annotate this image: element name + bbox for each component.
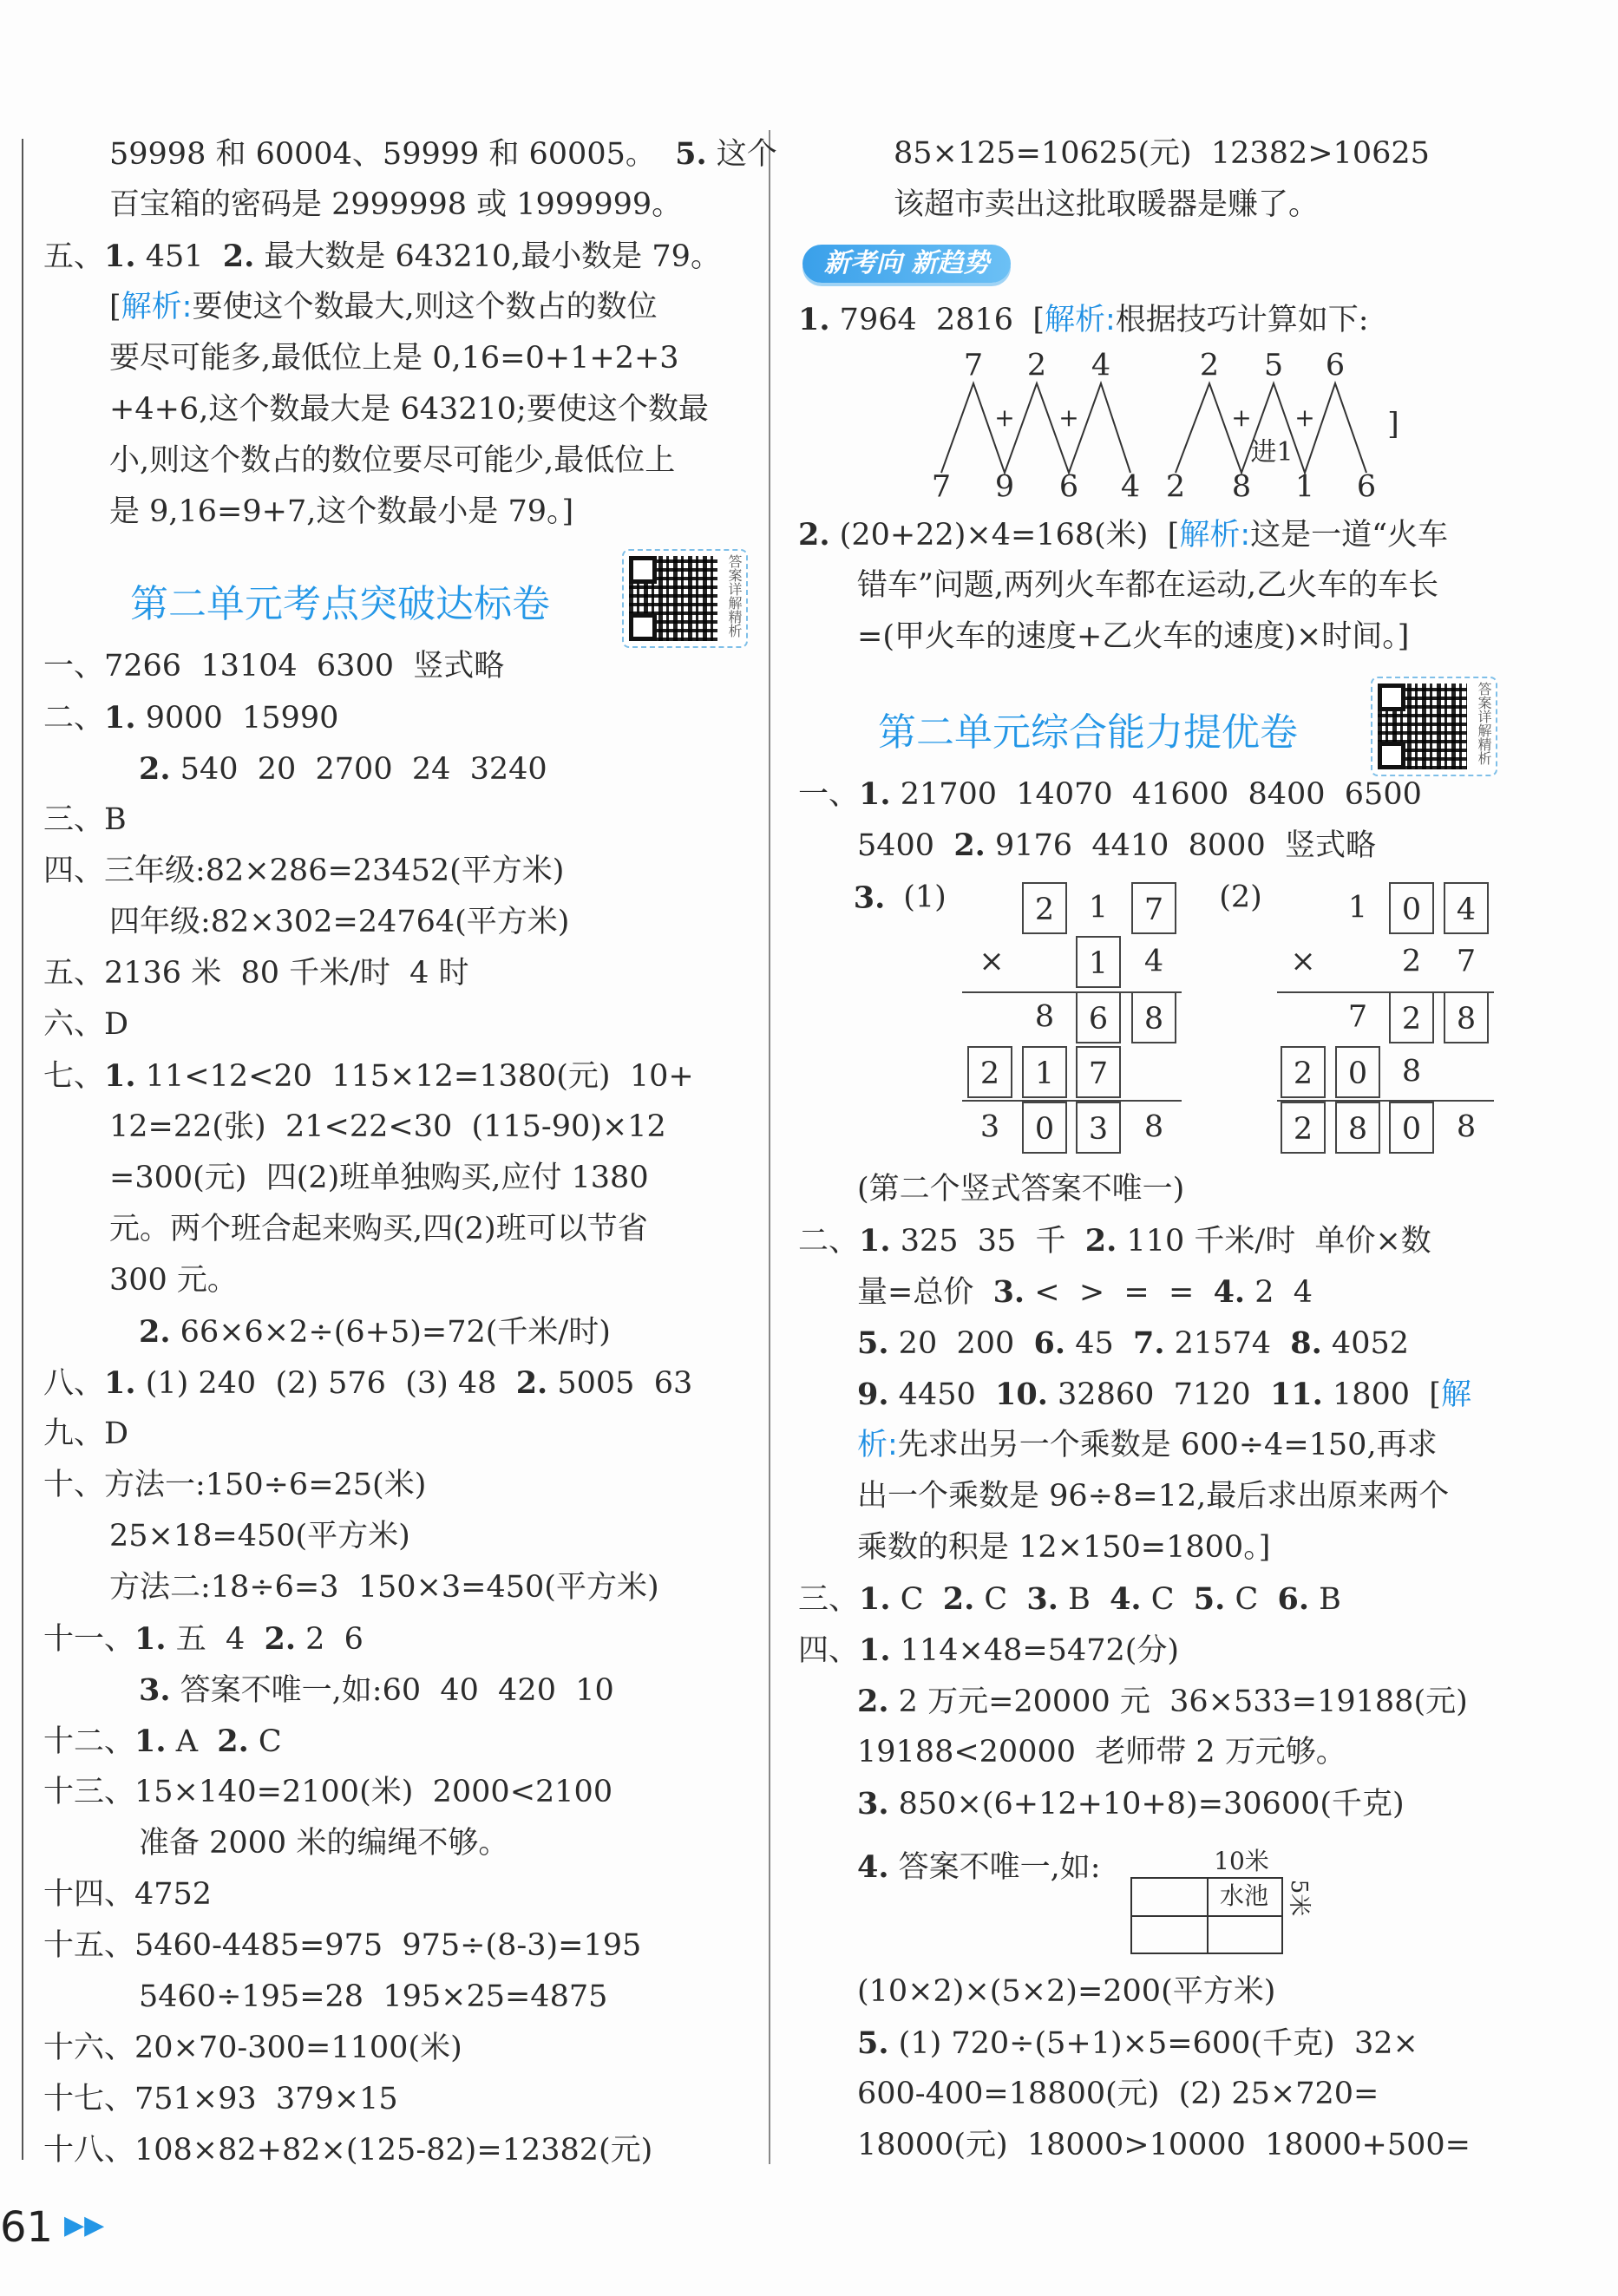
answer-text: 十二、: [43, 1724, 135, 1759]
item-number: 2.: [264, 1621, 297, 1657]
right-final-answers: [0, 1966, 1471, 2171]
answer-text: 十八、108×82+82×(125-82)=12382(元): [43, 2133, 653, 2168]
answer-text: 9176 4410 8000 竖式略: [985, 828, 1376, 863]
answer-text: 先求出另一个乘数是 600÷4=150,再求: [897, 1428, 1438, 1462]
item-number: 3.: [139, 1672, 171, 1708]
answer-text: 百宝箱的密码是 2999998 或 1999999。: [109, 187, 683, 222]
item-number: 6.: [1277, 1581, 1310, 1617]
digit-box: 0: [1389, 1102, 1434, 1154]
answer-text: 110 千米/时 单价×数: [1117, 1224, 1431, 1259]
sub-label-2: (2): [1219, 880, 1262, 915]
answer-text: 八、: [43, 1366, 105, 1401]
digit-box: 8: [1131, 991, 1176, 1043]
answer-text: +4+6,这个数最大是 643210;要使这个数最: [109, 392, 709, 427]
item-number: 7.: [1132, 1325, 1165, 1361]
answer-line: [857, 1778, 1490, 1829]
diagram-top-digit: 7: [963, 348, 984, 383]
answer-text: 5400: [857, 828, 954, 863]
diagram-bottom-digit: 6: [1058, 469, 1079, 505]
answer-line: [798, 1215, 1431, 1266]
item-number: 1.: [104, 700, 136, 736]
diagram-carry-label: 进1: [1250, 437, 1294, 468]
rule-line: [962, 1100, 1182, 1102]
answer-text: 根据技巧计算如下:: [1115, 303, 1369, 337]
item-number: 4.: [1213, 1274, 1246, 1310]
diagram-close-bracket: ]: [1387, 407, 1399, 442]
item-number: 8.: [1290, 1325, 1322, 1361]
item-number: 1.: [798, 302, 830, 337]
item-number: 2.: [139, 751, 171, 787]
answer-text: 20 200: [888, 1326, 1034, 1361]
item-number: 1.: [859, 1632, 891, 1668]
answer-line: [857, 2018, 1471, 2069]
diagram-plus: +: [994, 403, 1015, 432]
diagram-top-digit: 6: [1325, 348, 1346, 383]
item-number: 2.: [217, 1724, 249, 1759]
rect-height-label: 5米: [1286, 1879, 1312, 1917]
new-trend-badge: 新考向 新趋势: [802, 245, 1011, 283]
item-number: 6.: [1033, 1325, 1066, 1361]
section-heading-unit2-breakthrough: 第二单元考点突破达标卷: [130, 582, 550, 626]
answer-line: [857, 560, 1507, 612]
answer-line: [857, 2120, 1471, 2171]
answer-text: (20+22)×4=168(米) [: [829, 518, 1180, 553]
rect-horizontal-divider: [1132, 1915, 1281, 1917]
answer-text: 5460÷195=28 195×25=4875: [139, 1979, 608, 2014]
diagram-bottom-digit: 2: [1165, 469, 1186, 505]
analysis-label: 解析:: [1044, 303, 1116, 337]
answer-text: =(甲火车的速度+乙火车的速度)×时间。]: [857, 619, 1410, 654]
next-page-arrows-icon: ▶▶: [64, 2210, 105, 2240]
item-number: 2.: [139, 1314, 171, 1350]
answer-text: 七、: [43, 1059, 105, 1094]
answer-text: 4052: [1321, 1326, 1409, 1361]
answer-text: 66×6×2÷(6+5)=72(千米/时): [170, 1315, 611, 1350]
digit-box: 2: [967, 1046, 1012, 1098]
answer-text: 量=总价: [857, 1275, 993, 1310]
answer-text: 六、D: [43, 1007, 129, 1042]
item-number: 2.: [1084, 1223, 1117, 1259]
answer-text: 乘数的积是 12×150=1800。]: [857, 1530, 1271, 1565]
answer-text: 要使这个数最大,则这个数占的数位: [192, 290, 658, 324]
answer-text: (第二个竖式答案不唯一): [857, 1172, 1185, 1207]
times-sign: ×: [979, 944, 1005, 979]
answer-line: [43, 948, 694, 999]
digit-box: 4: [1444, 882, 1489, 934]
answer-text: 4450: [888, 1377, 995, 1412]
answer-line: [857, 1841, 1101, 1893]
answer-text: 这个: [706, 137, 777, 172]
diagram-bottom-digit: 6: [1356, 469, 1377, 505]
digit-box: 0: [1389, 882, 1434, 934]
answer-text: 五、2136 米 80 千米/时 4 时: [43, 956, 469, 991]
answer-text: 四、: [798, 1633, 860, 1668]
digit-box: 2: [1281, 1102, 1326, 1154]
item-number: 1.: [104, 1365, 136, 1401]
qr-code-right[interactable]: [1371, 677, 1497, 776]
digit-box: 0: [1335, 1046, 1380, 1098]
diagram-plus: +: [1058, 403, 1079, 432]
digit: 7: [1347, 999, 1368, 1035]
diagram-bottom-digit: 9: [994, 469, 1015, 505]
digit-box: 8: [1444, 991, 1489, 1043]
answer-text: 5005 63: [547, 1366, 693, 1401]
answer-text: 2 6: [296, 1622, 364, 1657]
answer-text: 五 4: [166, 1622, 265, 1657]
digit-box: 2: [1281, 1046, 1326, 1098]
diagram-top-digit: 2: [1026, 348, 1047, 383]
answer-text: 小,则这个数占的数位要尽可能少,最低位上: [109, 443, 676, 478]
item-number: 2.: [857, 1684, 889, 1719]
answer-line: [43, 692, 694, 743]
answer-text: 十七、751×93 379×15: [43, 2082, 398, 2116]
answer-text: 二、: [798, 1224, 860, 1259]
answer-line: [857, 1522, 1490, 1573]
item-number: 4.: [857, 1849, 889, 1885]
answer-text: 45: [1065, 1326, 1133, 1361]
answer-text: 三、: [798, 1582, 860, 1617]
analysis-label: 解析:: [1179, 518, 1251, 553]
answer-text: [: [109, 290, 121, 324]
times-sign: ×: [1290, 944, 1316, 979]
digit-box: 3: [1076, 1102, 1121, 1154]
digit-box: 8: [1335, 1102, 1380, 1154]
diagram-bottom-digit: 4: [1120, 469, 1141, 505]
answer-text: 五、: [43, 239, 105, 274]
answer-text: 三、B: [43, 802, 127, 837]
item-number: 1.: [104, 1058, 136, 1094]
qr-caption: 答案详解精析: [726, 554, 743, 638]
answer-text: 32860 7120: [1047, 1377, 1270, 1412]
digit-box: 1: [1022, 1046, 1067, 1098]
answer-text: 九、D: [43, 1416, 129, 1451]
item-number: 2.: [222, 239, 255, 274]
answer-text: C: [890, 1582, 943, 1617]
answer-text: B: [1309, 1582, 1341, 1617]
digit: 4: [1143, 944, 1164, 979]
digit: 3: [979, 1109, 1000, 1145]
diagram-plus: +: [1231, 403, 1252, 432]
answer-text: 2 4: [1245, 1275, 1313, 1310]
item-number: 1.: [104, 239, 136, 274]
digit: 8: [1456, 1109, 1477, 1145]
digit: 2: [1401, 944, 1422, 979]
answer-line: [798, 1573, 1431, 1625]
answer-text: 四年级:82×302=24764(平方米): [109, 905, 570, 939]
answer-line: [109, 897, 760, 948]
answer-text: 25×18=450(平方米): [109, 1519, 410, 1554]
answer-line: [857, 612, 1507, 663]
answer-text: 59998 和 60004、59999 和 60005。: [109, 137, 676, 172]
section-heading-unit2-comprehensive: 第二单元综合能力提优卷: [878, 710, 1298, 755]
qr-code-icon: [1378, 684, 1467, 769]
answer-line: [857, 1420, 1490, 1471]
answer-text: 540 20 2700 24 3240: [170, 752, 547, 787]
digit: 8: [1143, 1109, 1164, 1145]
answer-text: B: [1058, 1582, 1110, 1617]
answer-text: 850×(6+12+10+8)=30600(千克): [888, 1787, 1405, 1822]
answer-text: (10×2)×(5×2)=200(平方米): [857, 1974, 1276, 2009]
answer-text: 二、: [43, 701, 105, 736]
diagram-top-digit: 5: [1263, 348, 1284, 383]
item-number: 4.: [1110, 1581, 1142, 1617]
answer-text: 一、: [798, 777, 860, 812]
answer-text: 114×48=5472(分): [890, 1633, 1180, 1668]
rect-width-label: 10米: [1214, 1847, 1269, 1875]
right-part1-answers: [0, 769, 1422, 871]
answer-line: [857, 1318, 1490, 1369]
item-number: 3.: [857, 1786, 889, 1822]
answer-text: 十四、4752: [43, 1877, 213, 1912]
digit: 7: [1456, 944, 1477, 979]
item-number: 5.: [675, 136, 707, 172]
answer-text: 12=22(张) 21<22<30 (115-90)×12: [109, 1109, 666, 1144]
item-number: 2.: [953, 827, 986, 863]
diagram-bottom-digit: 1: [1294, 469, 1315, 505]
diagram-top-digit: 2: [1199, 348, 1220, 383]
item-number: 5.: [1193, 1581, 1226, 1617]
item-number: 1.: [859, 776, 891, 812]
digit-box: 7: [1131, 882, 1176, 934]
diagram-bottom-digit: 8: [1231, 469, 1252, 505]
answer-line: [43, 1920, 694, 1972]
item-number: 2.: [515, 1365, 548, 1401]
answer-text: < > = =: [1025, 1275, 1214, 1310]
digit-box: 2: [1022, 882, 1067, 934]
answer-line: [857, 2069, 1471, 2120]
item-number: 10.: [995, 1377, 1048, 1412]
answer-text: 325 35 千: [890, 1224, 1085, 1259]
item-number: 2.: [798, 517, 830, 553]
answer-text: 元。两个班合起来购买,四(2)班可以节省: [109, 1212, 648, 1246]
answer-line: [857, 1369, 1490, 1420]
answer-line: [857, 1471, 1490, 1522]
answer-text: 最大数是 643210,最小数是 79。: [254, 239, 721, 274]
answer-text: 十六、20×70-300=1100(米): [43, 2031, 462, 2065]
answer-line: [109, 1102, 760, 1153]
right-part2-4-answers: [0, 1164, 1471, 1829]
analysis-label: 析:: [857, 1428, 898, 1462]
zigzag-left: [941, 383, 1130, 473]
diagram-top-digit: 4: [1091, 348, 1111, 383]
answer-line: [43, 1050, 694, 1102]
item-number: 9.: [857, 1377, 889, 1412]
answer-text: 十五、5460-4485=975 975÷(8-3)=195: [43, 1928, 642, 1963]
answer-text: 十三、15×140=2100(米) 2000<2100: [43, 1775, 613, 1809]
digit-box: 2: [1389, 991, 1434, 1043]
answer-text: 这是一道“火车: [1250, 518, 1449, 553]
answer-text: C: [1141, 1582, 1194, 1617]
answer-text: 答案不唯一,如:60 40 420 10: [170, 1673, 614, 1708]
item-number: 1.: [134, 1724, 167, 1759]
answer-text: 答案不唯一,如:: [888, 1850, 1101, 1885]
analysis-label: 解析:: [121, 290, 193, 324]
answer-text: C: [974, 1582, 1027, 1617]
item-number: 2.: [942, 1581, 975, 1617]
item-number: 5.: [857, 1325, 889, 1361]
answer-text: 9000 15990: [135, 701, 339, 736]
answer-text: 85×125=10625(元) 12382>10625: [894, 136, 1430, 171]
answer-text: 19188<20000 老师带 2 万元够。: [857, 1735, 1346, 1769]
digit: 1: [1347, 890, 1368, 926]
answer-text: 7964 2816 [: [829, 303, 1045, 337]
answer-text: 十、方法一:150÷6=25(米): [43, 1468, 427, 1502]
answer-text: 21574: [1164, 1326, 1291, 1361]
answer-line: [857, 820, 1481, 871]
answer-text: 21700 14070 41600 8400 6500: [890, 777, 1422, 812]
answer-text: 一、7266 13104 6300 竖式略: [43, 649, 505, 684]
sub-label-1: (1): [903, 880, 947, 915]
answer-text: 方法二:18÷6=3 150×3=450(平方米): [109, 1570, 659, 1605]
answer-text: =300(元) 四(2)班单独购买,应付 1380: [109, 1161, 649, 1195]
question-number: 3.: [853, 880, 886, 916]
digit-box: 1: [1076, 936, 1121, 988]
answer-line: [857, 1966, 1471, 2018]
digit-box: 7: [1076, 1046, 1121, 1098]
answer-text: C: [248, 1724, 282, 1759]
answer-text: 四、三年级:82×286=23452(平方米): [43, 854, 565, 888]
answer-line: [857, 1266, 1490, 1318]
qr-caption: 答案详解精析: [1476, 682, 1492, 765]
diagram-bottom-digit: 7: [931, 469, 952, 505]
digit: 8: [1034, 999, 1055, 1035]
rect-pool-label: 水池: [1219, 1881, 1269, 1910]
answer-line: [43, 999, 694, 1050]
answer-text: (1) 720÷(5+1)×5=600(千克) 32×: [888, 2026, 1418, 2061]
item-number: 3.: [1026, 1581, 1058, 1617]
answer-line: [857, 1727, 1490, 1778]
analysis-label: 解: [1440, 1377, 1471, 1412]
item-number: 11.: [1269, 1377, 1323, 1412]
answer-text: C: [1225, 1582, 1278, 1617]
item-number: 1.: [859, 1581, 891, 1617]
answer-line: [798, 509, 1448, 560]
item-number: 1.: [134, 1621, 167, 1657]
answer-text: 准备 2000 米的编绳不够。: [139, 1826, 509, 1861]
answer-text: 该超市卖出这批取暖器是赚了。: [894, 187, 1320, 222]
item-number: 3.: [992, 1274, 1025, 1310]
answer-text: 错车”问题,两列火车都在运动,乙火车的车长: [857, 568, 1439, 603]
answer-text: A: [166, 1724, 218, 1759]
answer-text: 300 元。: [109, 1263, 238, 1298]
digit: 8: [1401, 1054, 1422, 1089]
answer-text: (1) 240 (2) 576 (3) 48: [135, 1366, 516, 1401]
answer-line: [798, 769, 1422, 820]
answer-text: 是 9,16=9+7,这个数最小是 79。]: [109, 494, 574, 529]
digit-box: 0: [1022, 1102, 1067, 1154]
answer-text: 要尽可能多,最低位上是 0,16=0+1+2+3: [109, 341, 679, 376]
digit: 1: [1088, 890, 1109, 926]
page-number: 61: [0, 2203, 54, 2252]
answer-text: 451: [135, 239, 223, 274]
diagram-plus: +: [1294, 403, 1315, 432]
answer-text: 1800 [: [1322, 1377, 1441, 1412]
answer-line: [798, 1625, 1431, 1676]
answer-text: 600-400=18800(元) (2) 25×720=: [857, 2077, 1379, 2111]
answer-line: [857, 1164, 1490, 1215]
answer-text: 出一个乘数是 96÷8=12,最后求出原来两个: [857, 1479, 1450, 1514]
answer-text: 2 万元=20000 元 36×533=19188(元): [888, 1684, 1468, 1719]
digit-box: 6: [1076, 991, 1121, 1043]
item-number: 1.: [859, 1223, 891, 1259]
answer-text: 十一、: [43, 1622, 135, 1657]
answer-line: [857, 1676, 1490, 1727]
answer-text: 18000(元) 18000>10000 18000+500=: [857, 2128, 1471, 2162]
item-number: 5.: [857, 2025, 889, 2061]
answer-text: 11<12<20 115×12=1380(元) 10+: [135, 1059, 694, 1094]
